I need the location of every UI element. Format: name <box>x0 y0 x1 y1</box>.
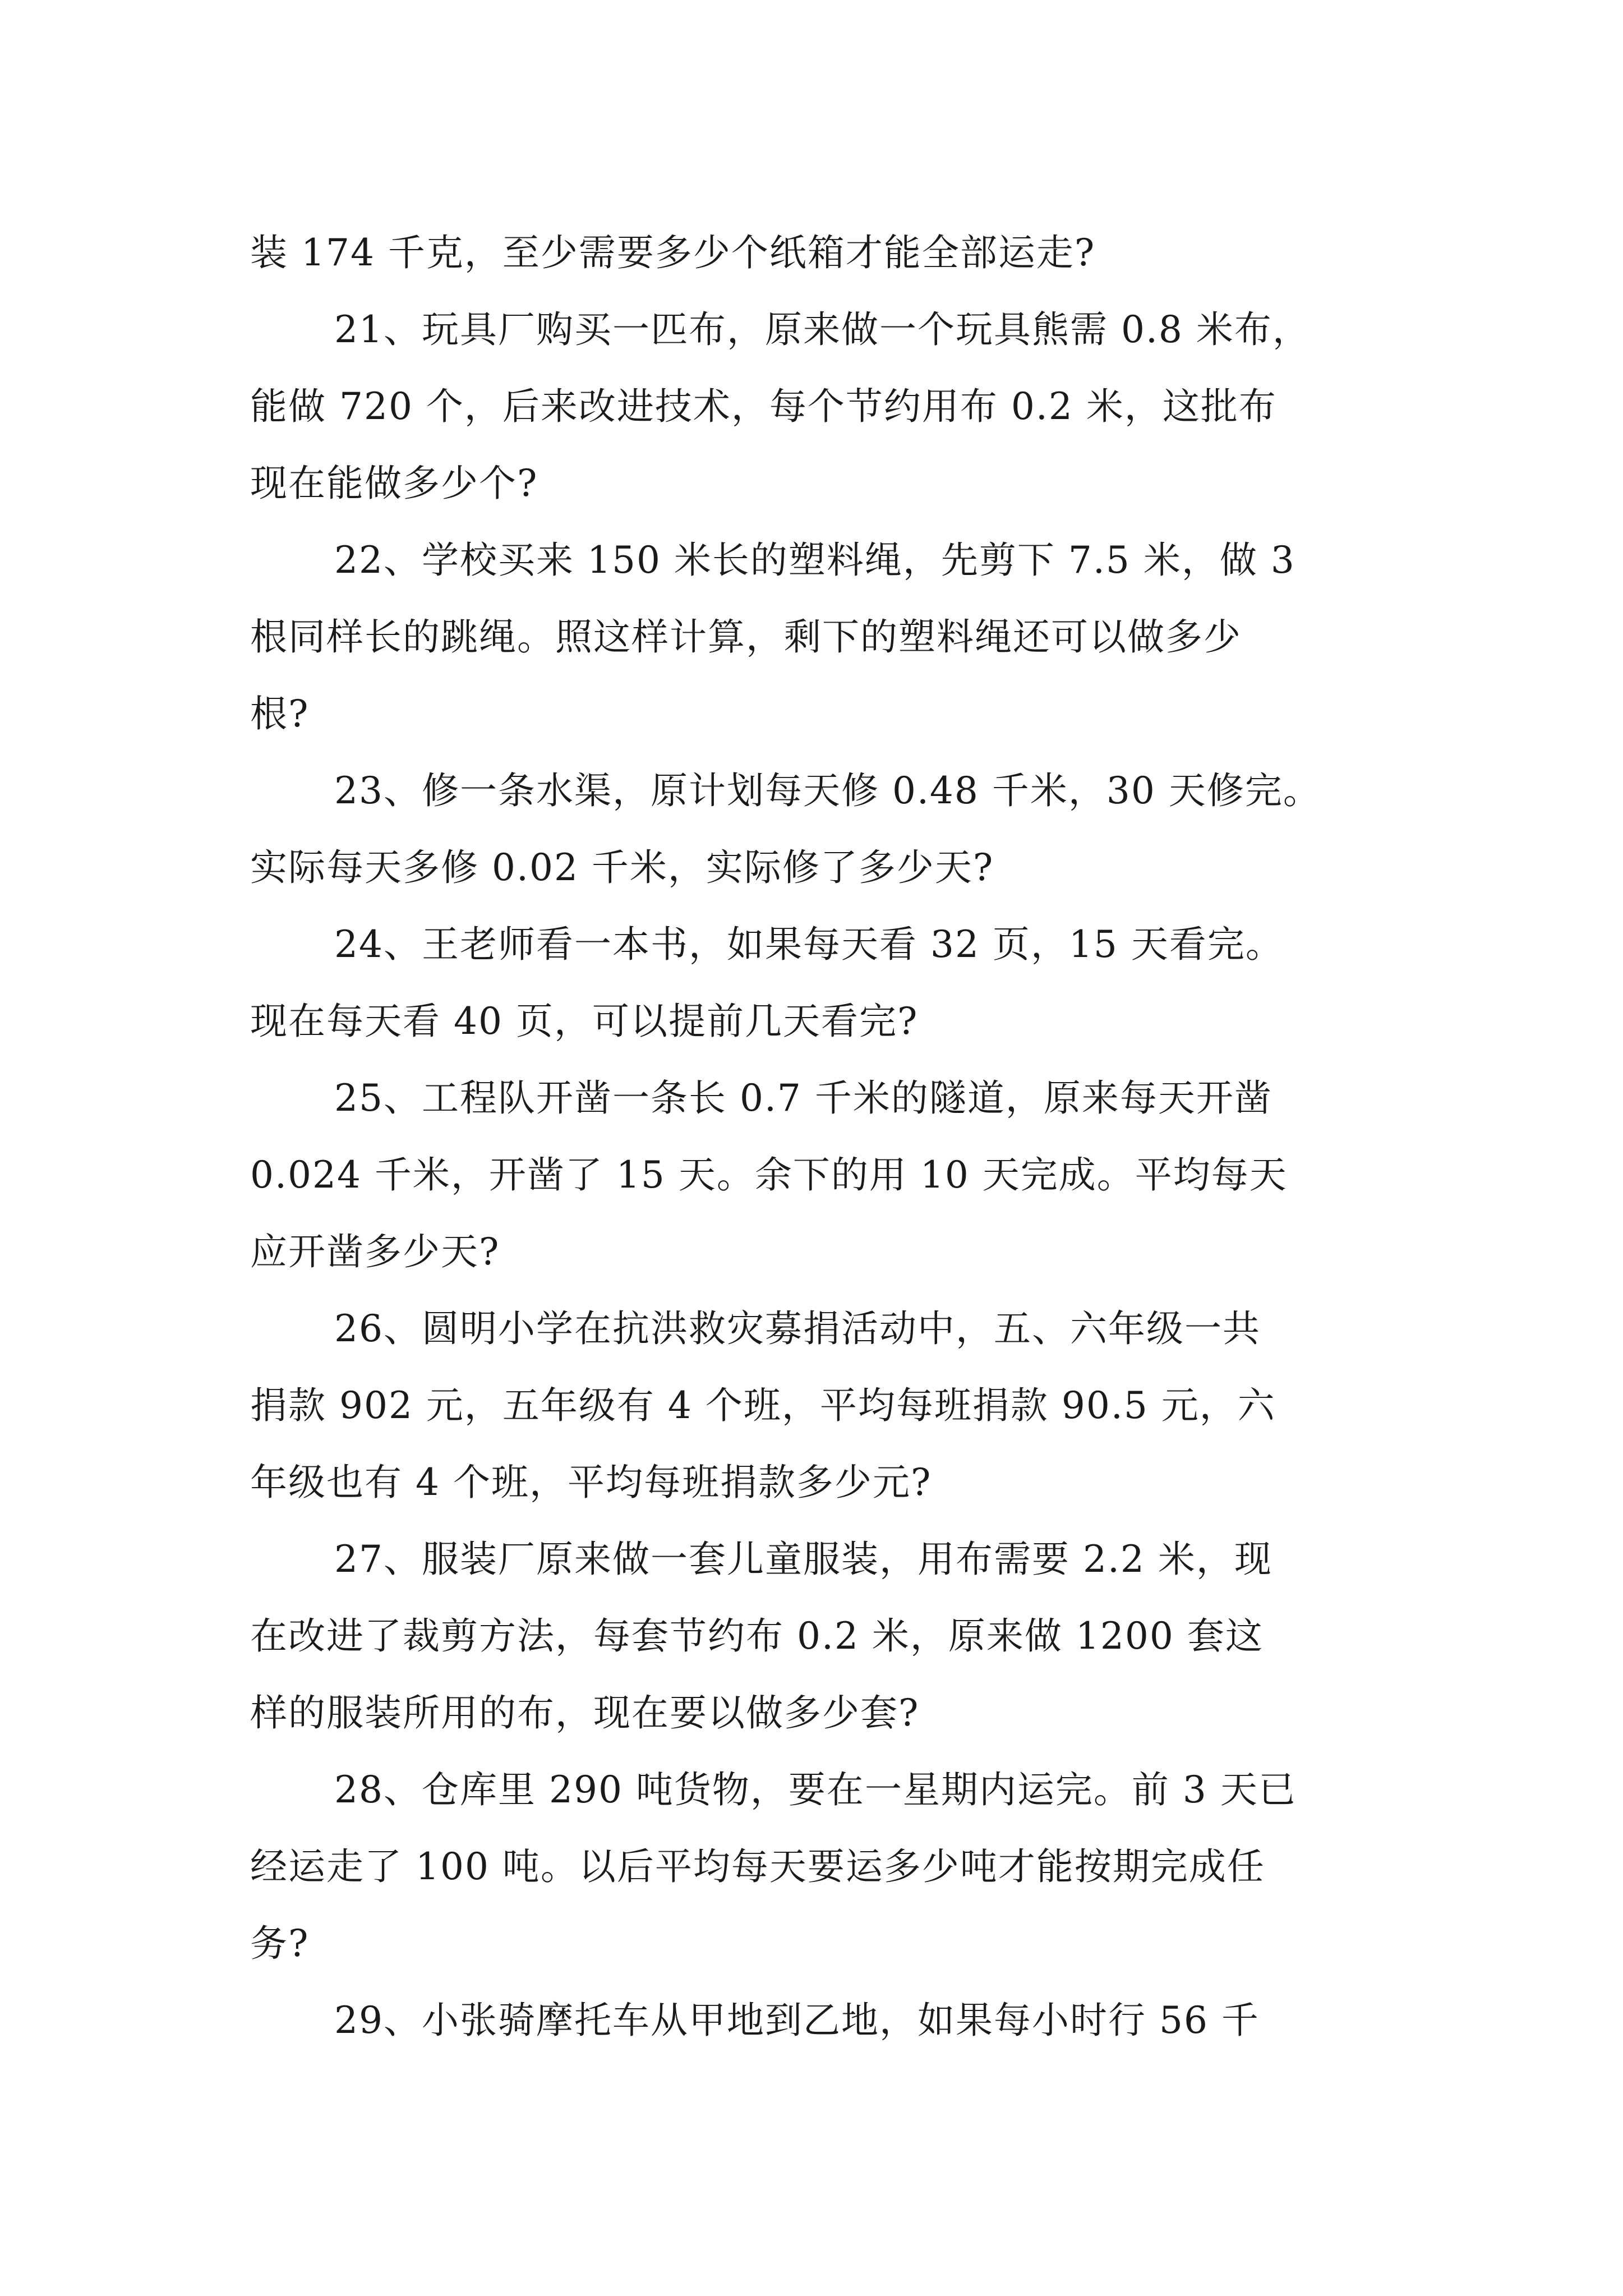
text-line: 现在能做多少个? <box>250 462 538 505</box>
problem-25-line: 25、工程队开凿一条长 0.7 千米的隧道，原来每天开凿 <box>334 1076 1272 1120</box>
problem-24-line: 24、王老师看一本书，如果每天看 32 页，15 天看完。 <box>334 923 1284 966</box>
text-line: 装 174 千克，至少需要多少个纸箱才能全部运走? <box>250 231 1096 274</box>
problem-29-line: 29、小张骑摩托车从甲地到乙地，如果每小时行 56 千 <box>334 1999 1260 2042</box>
problem-28-line: 28、仓库里 290 吨货物，要在一星期内运完。前 3 天已 <box>334 1768 1297 1811</box>
problem-27-line: 27、服装厂原来做一套儿童服装，用布需要 2.2 米，现 <box>334 1538 1272 1581</box>
text-line: 现在每天看 40 页，可以提前几天看完? <box>250 1000 919 1043</box>
text-line: 务? <box>250 1922 310 1965</box>
text-line: 根? <box>250 692 310 735</box>
text-line: 年级也有 4 个班，平均每班捐款多少元? <box>250 1461 932 1504</box>
text-line: 在改进了裁剪方法，每套节约布 0.2 米，原来做 1200 套这 <box>250 1614 1264 1658</box>
text-line: 0.024 千米，开凿了 15 天。余下的用 10 天完成。平均每天 <box>250 1153 1288 1197</box>
problem-22-line: 22、学校买来 150 米长的塑料绳，先剪下 7.5 米，做 3 <box>334 539 1295 582</box>
text-line: 经运走了 100 吨。以后平均每天要运多少吨才能按期完成任 <box>250 1845 1265 1888</box>
problem-21-line: 21、玩具厂购买一匹布，原来做一个玩具熊需 0.8 米布， <box>334 308 1311 351</box>
problem-26-line: 26、圆明小学在抗洪救灾募捐活动中，五、六年级一共 <box>334 1307 1261 1350</box>
text-line: 根同样长的跳绳。照这样计算，剩下的塑料绳还可以做多少 <box>250 615 1242 659</box>
text-line: 捐款 902 元，五年级有 4 个班，平均每班捐款 90.5 元，六 <box>250 1384 1276 1427</box>
problem-23-line: 23、修一条水渠，原计划每天修 0.48 千米，30 天修完。 <box>334 769 1321 812</box>
text-line: 样的服装所用的布，现在要以做多少套? <box>250 1691 920 1734</box>
text-line: 实际每天多修 0.02 千米，实际修了多少天? <box>250 846 994 889</box>
text-line: 能做 720 个，后来改进技术，每个节约用布 0.2 米，这批布 <box>250 385 1277 428</box>
text-line: 应开凿多少天? <box>250 1230 500 1273</box>
problem-text-block <box>250 214 1389 2059</box>
